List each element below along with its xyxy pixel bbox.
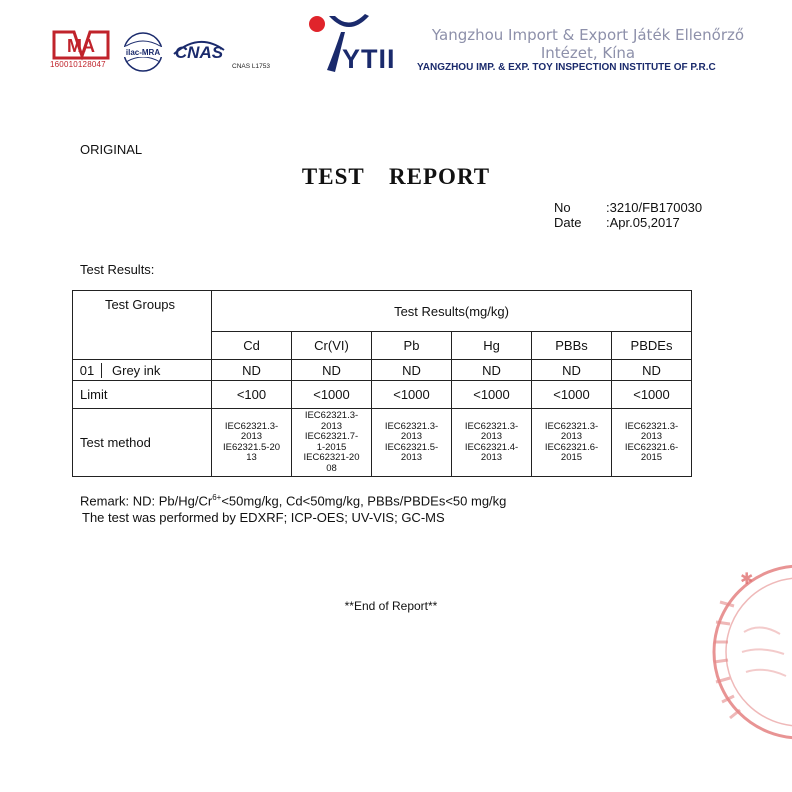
remark-suffix: <50mg/kg, Cd<50mg/kg, PBBs/PBDEs<50 mg/kg bbox=[221, 493, 507, 509]
method-line: IE62321.5-20 bbox=[222, 441, 281, 453]
method-line: 2013 bbox=[640, 431, 663, 442]
method-line: IEC62321.3- bbox=[224, 420, 279, 432]
test-method-label: Test method bbox=[73, 409, 212, 477]
ilac-mra-logo bbox=[120, 30, 166, 74]
report-number-label: No bbox=[554, 200, 571, 215]
method-cell bbox=[212, 409, 292, 477]
sample-result-cell: ND bbox=[292, 360, 372, 381]
table-row bbox=[73, 381, 692, 409]
method-cell bbox=[372, 409, 452, 477]
institute-seal-icon bbox=[700, 562, 792, 742]
limit-value-cell: <1000 bbox=[372, 381, 452, 409]
test-methods-line: The test was performed by EDXRF; ICP-OES; UV-VIS; GC-MS bbox=[82, 510, 445, 525]
original-label: ORIGINAL bbox=[80, 142, 143, 157]
method-line: 2015 bbox=[560, 452, 583, 463]
method-line: 2013 bbox=[400, 452, 423, 463]
institute-local-name: Yangzhou Import & Export Játék Ellenőrző Intézet, Kína bbox=[431, 26, 745, 62]
method-cell bbox=[292, 409, 372, 477]
method-line: IEC62321.4- bbox=[464, 441, 519, 453]
method-line: IEC62321.7- bbox=[304, 431, 359, 442]
cma-number: 160010128047 bbox=[50, 60, 106, 69]
column-header-3: Hg bbox=[452, 332, 532, 360]
limit-label: Limit bbox=[73, 381, 212, 409]
report-title: TEST REPORT bbox=[301, 164, 491, 189]
sample-result-cell: ND bbox=[212, 360, 292, 381]
method-line: IEC62321.5- bbox=[384, 441, 439, 453]
ilac-mra-logo-text: ilac-MRA bbox=[125, 48, 161, 57]
end-of-report: **End of Report** bbox=[344, 599, 438, 613]
method-line: 1-2015 bbox=[316, 441, 347, 453]
method-line: IEC62321.6- bbox=[624, 441, 679, 453]
cma-logo-text: MA bbox=[67, 36, 95, 56]
method-line: IEC62321.3- bbox=[544, 420, 599, 432]
limit-value-cell: <1000 bbox=[452, 381, 532, 409]
test-results-label: Test Results: bbox=[80, 262, 155, 277]
method-line: IEC62321-20 bbox=[303, 452, 360, 463]
sample-result-cell: ND bbox=[612, 360, 692, 381]
remark-superscript: 6+ bbox=[212, 493, 222, 502]
limit-value-cell: <1000 bbox=[292, 381, 372, 409]
method-line: IEC62321.3- bbox=[624, 420, 679, 432]
sample-result-cell: ND bbox=[452, 360, 532, 381]
ytii-logo-text: YTII bbox=[342, 44, 396, 74]
sample-result-cell: ND bbox=[372, 360, 452, 381]
column-header-1: Cr(VI) bbox=[292, 332, 372, 360]
method-line: 2013 bbox=[560, 431, 583, 442]
institute-english-name: YANGZHOU IMP. & EXP. TOY INSPECTION INSTITUTE OF P.R.C bbox=[417, 62, 716, 73]
test-groups-header-cell bbox=[73, 291, 212, 360]
cnas-number: CNAS L1753 bbox=[232, 63, 270, 70]
cnas-logo-text: CNAS bbox=[174, 43, 224, 62]
method-line: 2013 bbox=[240, 431, 263, 442]
table-row bbox=[73, 360, 692, 381]
method-cell bbox=[612, 409, 692, 477]
limit-value-cell: <100 bbox=[212, 381, 292, 409]
sample-name: Grey ink bbox=[112, 362, 161, 378]
report-number-value: :3210/FB170030 bbox=[606, 200, 703, 215]
method-line: 2015 bbox=[640, 452, 663, 463]
method-cell bbox=[532, 409, 612, 477]
report-date-value: :Apr.05,2017 bbox=[606, 215, 680, 230]
column-header-2: Pb bbox=[372, 332, 452, 360]
svg-text:✱: ✱ bbox=[740, 569, 754, 588]
sample-number: 01 bbox=[73, 363, 102, 378]
remark-line bbox=[80, 493, 506, 508]
method-line: IEC62321.6- bbox=[544, 441, 599, 453]
test-groups-header: Test Groups bbox=[104, 297, 176, 312]
sample-cell bbox=[73, 360, 212, 381]
method-line: 2013 bbox=[320, 420, 343, 432]
sample-result-cell: ND bbox=[532, 360, 612, 381]
column-header-0: Cd bbox=[212, 332, 292, 360]
method-line: 08 bbox=[326, 462, 337, 474]
method-line: IEC62321.3- bbox=[304, 410, 359, 421]
method-line: IEC62321.3- bbox=[384, 420, 439, 432]
method-line: IEC62321.3- bbox=[464, 420, 519, 432]
method-line: 2013 bbox=[400, 431, 423, 442]
table-row bbox=[73, 409, 692, 477]
report-date-label: Date bbox=[554, 215, 582, 230]
limit-value-cell: <1000 bbox=[532, 381, 612, 409]
limit-value-cell: <1000 bbox=[612, 381, 692, 409]
method-cell bbox=[452, 409, 532, 477]
column-header-4: PBBs bbox=[532, 332, 612, 360]
test-results-header: Test Results(mg/kg) bbox=[212, 291, 692, 332]
method-line: 2013 bbox=[480, 431, 503, 442]
cnas-logo bbox=[170, 36, 228, 64]
method-line: 2013 bbox=[480, 452, 503, 463]
results-table bbox=[72, 290, 692, 477]
column-header-5: PBDEs bbox=[612, 332, 692, 360]
method-line: 13 bbox=[246, 452, 257, 463]
remark-prefix: Remark: ND: Pb/Hg/Cr bbox=[80, 493, 213, 509]
